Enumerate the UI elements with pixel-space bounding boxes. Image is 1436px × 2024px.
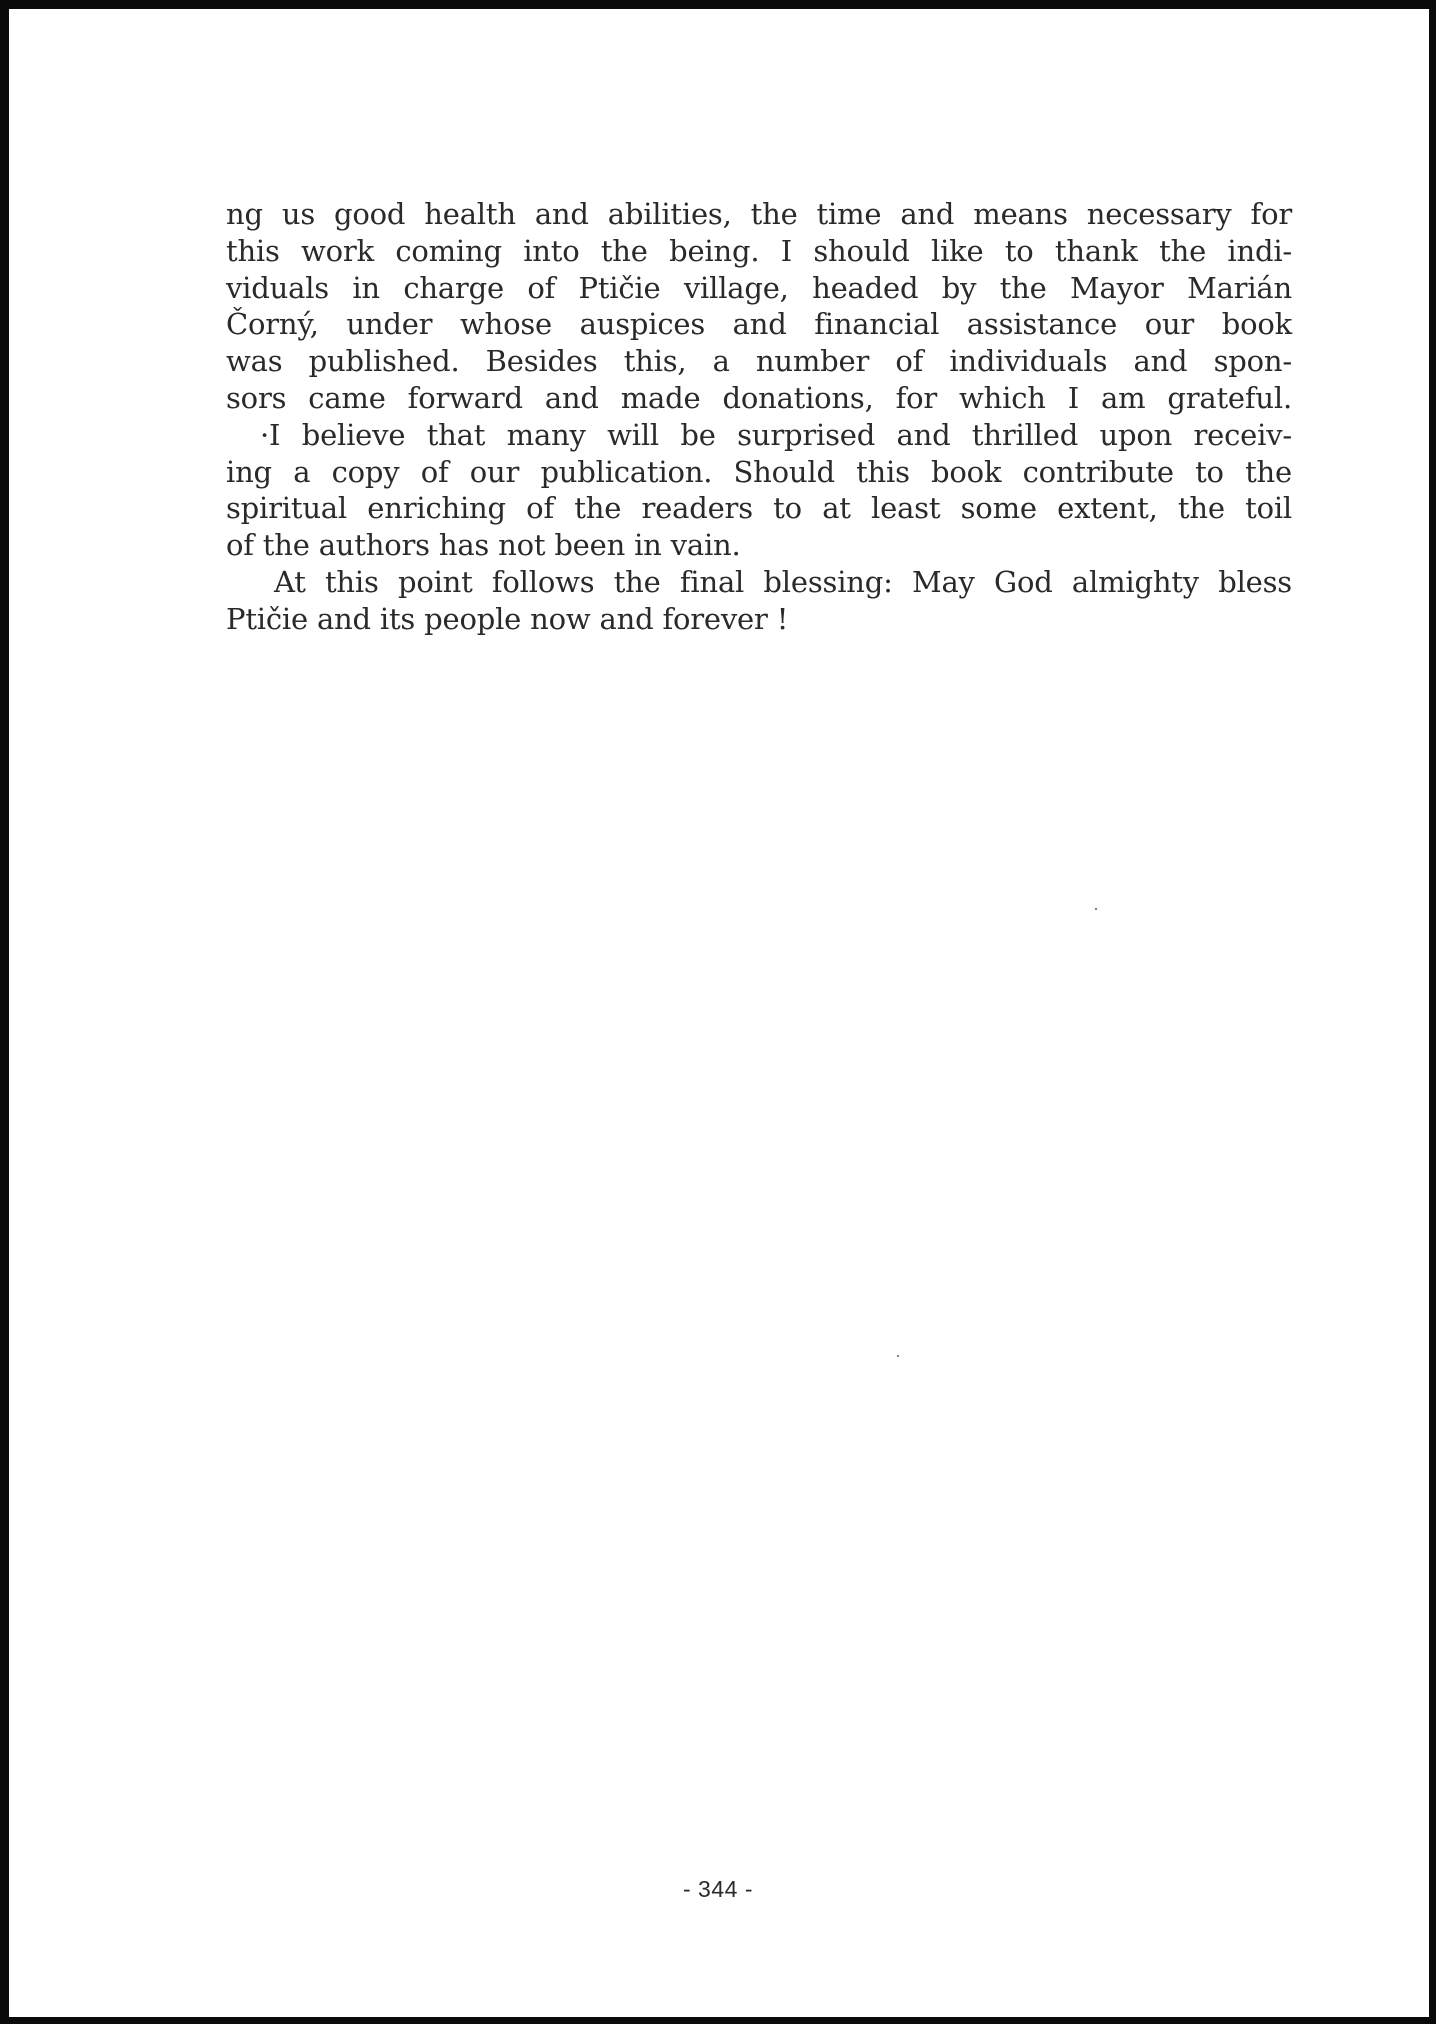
text-line: Čorný, under whose auspices and financial assistance our book bbox=[226, 307, 1292, 342]
text-line: was published. Besides this, a number of individuals and spon- bbox=[226, 344, 1292, 379]
text-line: Ptičie and its people now and forever ! bbox=[226, 601, 789, 636]
scan-speck bbox=[1095, 908, 1097, 910]
text-line: viduals in charge of Ptičie village, headed by the Mayor Marián bbox=[226, 270, 1292, 305]
page-number: - 344 - bbox=[683, 1876, 753, 1902]
text-line: of the authors has not been in vain. bbox=[226, 528, 741, 563]
text-line: spiritual enriching of the readers to at least some extent, the toil bbox=[226, 491, 1292, 526]
text-line: ing a copy of our publication. Should this book contribute to the bbox=[226, 454, 1292, 489]
text-line: this work coming into the being. I should like to thank the indi- bbox=[226, 233, 1292, 268]
paragraph-2 bbox=[226, 417, 1292, 564]
scan-speck bbox=[897, 1355, 899, 1357]
text-line: ·I believe that many will be surprised and thrilled upon receiv- bbox=[260, 417, 1292, 452]
text-line: At this point follows the final blessing: May God almighty bless bbox=[274, 564, 1292, 599]
text-line: ng us good health and abilities, the time and means necessary for bbox=[226, 197, 1292, 231]
body-text bbox=[226, 196, 1292, 638]
text-line: sors came forward and made donations, for which I am grateful. bbox=[226, 380, 1292, 415]
paragraph-1 bbox=[226, 196, 1292, 417]
paragraph-3 bbox=[226, 564, 1292, 638]
